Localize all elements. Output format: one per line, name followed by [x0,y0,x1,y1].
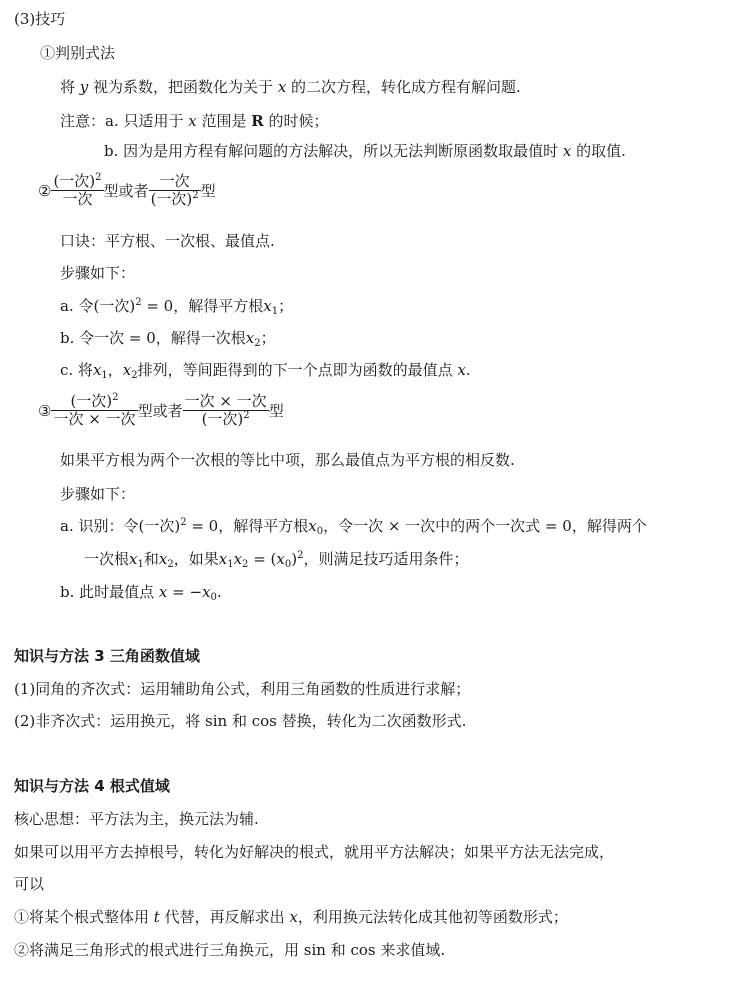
knowledge-4-item-2: ②将满足三角形式的根式进行三角换元，用 sin 和 cos 来求值域. [14,941,446,959]
note-a: 注意：a. 只适用于 x 范围是 R 的时候； [60,112,329,130]
knowledge-3-p2: (2)非齐次式：运用换元，将 sin 和 cos 替换，转化为二次函数形式. [14,712,467,730]
mnemonic: 口诀：平方根、一次根、最值点. [60,232,275,250]
method-2-marker: ② [38,181,52,200]
knowledge-3-heading: 知识与方法 3 三角函数值域 [14,647,200,665]
section-heading: (3)技巧 [14,10,66,28]
method-2-step-a: a. 令(一次)$^2$ = 0，解得平方根$x_1$； [60,297,294,317]
steps-label: 步骤如下： [60,485,136,503]
method-3-step-a: a. 识别：令(一次)$^2$ = 0，解得平方根$x_0$，令一次 × 一次中的两个一次式 = 0，解得两个 [60,517,647,537]
method-1-title: ①判别式法 [40,44,116,62]
fraction-1: (一次)$^2$ 一次 [53,172,102,208]
knowledge-4-heading: 知识与方法 4 根式值域 [14,777,170,795]
method-2-step-c: c. 将$x_1$，$x_2$排列，等间距得到的下一个点即为函数的最值点 x. [60,361,471,381]
knowledge-4-core: 核心思想：平方法为主，换元法为辅. [14,810,259,828]
method-2-step-b: b. 令一次 = 0，解得一次根$x_2$； [60,329,276,349]
method-3-step-a-cont: 一次根$x_1$和$x_2$，如果$x_1x_2 = (x_0)^2$，则满足技巧适用条件； [84,550,469,570]
fraction-4: 一次 × 一次 (一次)$^2$ [184,392,267,428]
knowledge-3-p1: (1)同角的齐次式：运用辅助角公式，利用三角函数的性质进行求解； [14,680,471,698]
knowledge-4-p1: 如果可以用平方去掉根号，转化为好解决的根式，就用平方法解决；如果平方法无法完成， [14,843,615,861]
knowledge-4-item-1: ①将某个根式整体用 t 代替，再反解求出 x，利用换元法转化成其他初等函数形式； [14,908,568,926]
knowledge-4-p2: 可以 [14,875,45,893]
method-1-line: 将 y 视为系数，把函数化为关于 x 的二次方程，转化成方程有解问题. [60,78,521,96]
method-2-title: ② (一次)$^2$ 一次 型或者 一次 (一次)$^2$ 型 [38,172,216,208]
method-3-step-b: b. 此时最值点 $x = -x_0$. [60,583,222,603]
method-3-marker: ③ [38,401,52,420]
method-3-desc: 如果平方根为两个一次根的等比中项，那么最值点为平方根的相反数. [60,451,515,469]
method-3-title: ③ (一次)$^2$ 一次 × 一次 型或者 一次 × 一次 (一次)$^2$ 型 [38,392,284,428]
fraction-2: 一次 (一次)$^2$ [150,172,199,208]
note-b: b. 因为是用方程有解问题的方法解决，所以无法判断原函数取最值时 x 的取值. [104,142,626,160]
steps-label: 步骤如下： [60,264,136,282]
fraction-3: (一次)$^2$ 一次 × 一次 [53,392,136,428]
